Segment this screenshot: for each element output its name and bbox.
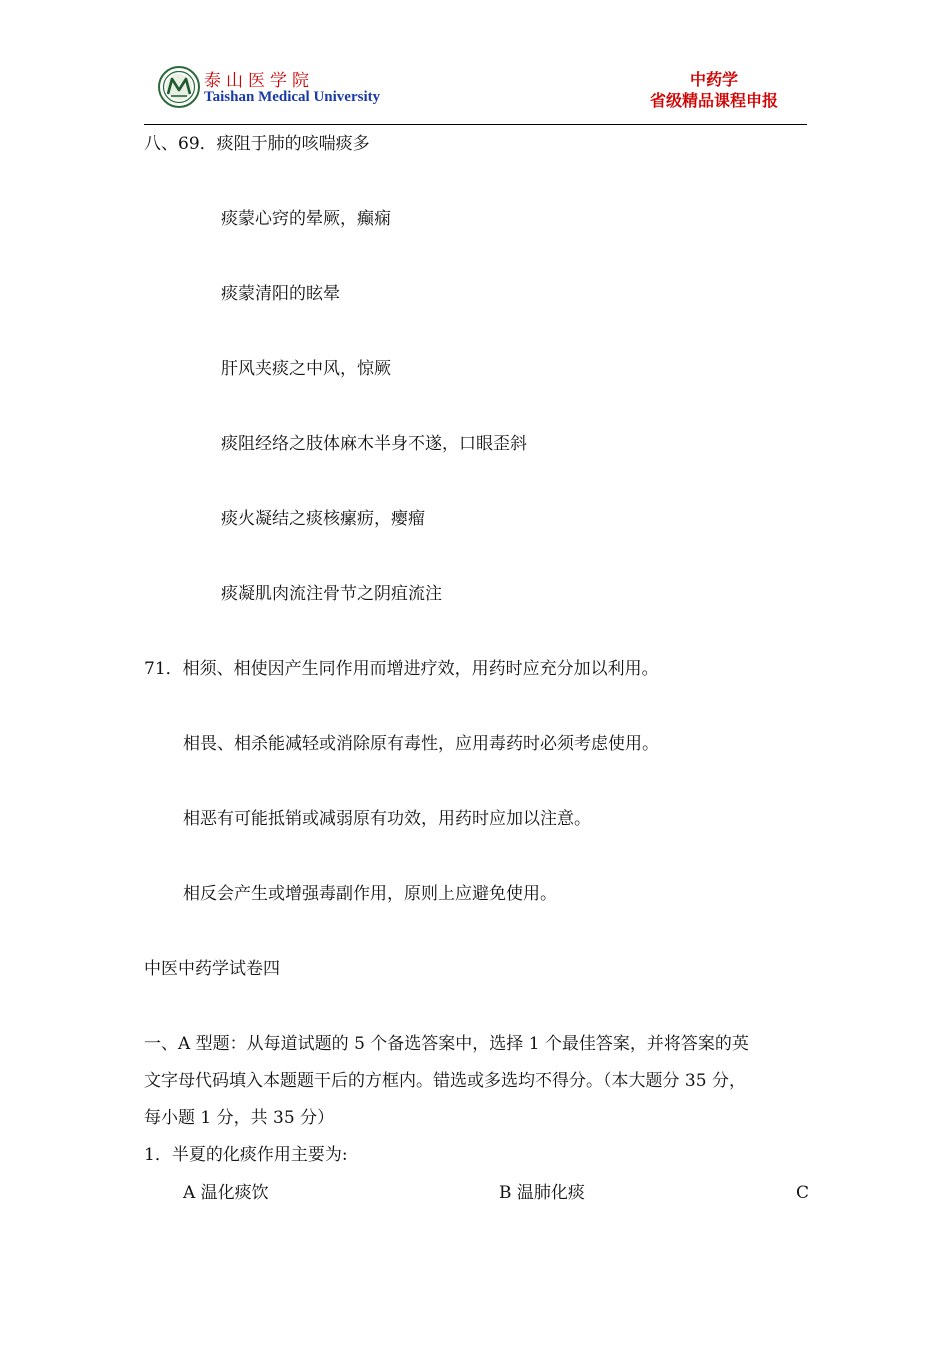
q69-item: 痰蒙清阳的眩晕 <box>221 284 340 304</box>
q71-heading: 71．相须、相使因产生同作用而增进疗效，用药时应充分加以利用。 <box>144 659 659 679</box>
university-logo-icon <box>158 66 200 108</box>
q71-item: 相畏、相杀能减轻或消除原有毒性，应用毒药时必须考虑使用。 <box>183 734 659 754</box>
q69-item: 痰凝肌肉流注骨节之阴疽流注 <box>221 584 442 604</box>
q69-item: 痰蒙心窍的晕厥，癫痫 <box>221 209 391 229</box>
q1-option-b: B 温肺化痰 <box>499 1183 585 1203</box>
exam-title: 中医中药学试卷四 <box>144 959 280 979</box>
section-intro-line: 每小题 1 分，共 35 分） <box>144 1108 335 1128</box>
q1-stem: 1．半夏的化痰作用主要为: <box>144 1145 348 1165</box>
q1-option-c: C <box>796 1183 810 1203</box>
course-subtitle: 省级精品课程申报 <box>649 91 778 110</box>
section-intro-line: 文字母代码填入本题题干后的方框内。错选或多选均不得分。（本大题分 35 分， <box>144 1071 746 1091</box>
q69-item: 痰阻经络之肢体麻木半身不遂，口眼歪斜 <box>221 434 527 454</box>
q69-item: 痰火凝结之痰核瘰疬，瘿瘤 <box>221 509 425 529</box>
q69-item: 肝风夹痰之中风，惊厥 <box>221 359 391 379</box>
q71-item: 相恶有可能抵销或减弱原有功效，用药时应加以注意。 <box>183 809 591 829</box>
university-name-en: Taishan Medical University <box>204 89 381 105</box>
q69-heading: 八、69．痰阻于肺的咳喘痰多 <box>144 134 370 154</box>
header-divider <box>144 124 807 125</box>
course-title: 中药学 <box>689 70 738 89</box>
university-name-cn: 泰山医学院 <box>204 71 314 91</box>
q1-option-a: A 温化痰饮 <box>183 1183 269 1203</box>
section-intro-line: 一、A 型题：从每道试题的 5 个备选答案中，选择 1 个最佳答案，并将答案的英 <box>144 1034 749 1054</box>
q71-item: 相反会产生或增强毒副作用，原则上应避免使用。 <box>183 884 557 904</box>
page-header <box>0 0 952 128</box>
